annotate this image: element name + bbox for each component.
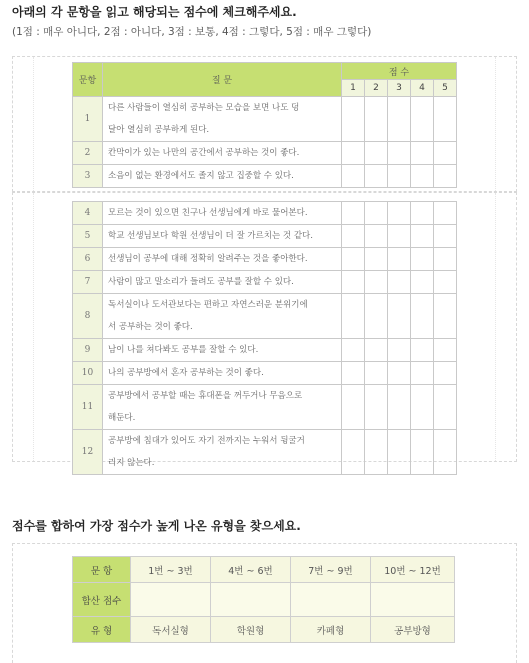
score-checkbox[interactable] — [388, 294, 411, 339]
score-checkbox[interactable] — [434, 430, 457, 475]
row-label-items: 문 항 — [73, 557, 131, 583]
score-checkbox[interactable] — [388, 97, 411, 142]
score-checkbox[interactable] — [411, 430, 434, 475]
question-text: 남이 나를 쳐다봐도 공부를 잘할 수 있다. — [103, 339, 342, 362]
table-row — [73, 142, 457, 165]
score-checkbox[interactable] — [365, 97, 388, 142]
score-checkbox[interactable] — [434, 225, 457, 248]
score-checkbox[interactable] — [411, 165, 434, 188]
score-column-2: 2 — [365, 80, 388, 97]
question-text: 칸막이가 있는 나만의 공간에서 공부하는 것이 좋다. — [103, 142, 342, 165]
question-number: 12 — [73, 430, 103, 475]
score-checkbox[interactable] — [388, 202, 411, 225]
score-checkbox[interactable] — [365, 142, 388, 165]
score-checkbox[interactable] — [388, 248, 411, 271]
question-number: 6 — [73, 248, 103, 271]
table-row — [73, 225, 457, 248]
score-checkbox[interactable] — [365, 430, 388, 475]
score-checkbox[interactable] — [342, 294, 365, 339]
question-number: 2 — [73, 142, 103, 165]
score-checkbox[interactable] — [411, 294, 434, 339]
total-score-input[interactable] — [131, 583, 211, 617]
score-checkbox[interactable] — [411, 142, 434, 165]
total-score-input[interactable] — [211, 583, 291, 617]
question-number: 7 — [73, 271, 103, 294]
score-checkbox[interactable] — [434, 142, 457, 165]
score-checkbox[interactable] — [365, 202, 388, 225]
score-checkbox[interactable] — [365, 271, 388, 294]
range-cell: 1번 ~ 3번 — [131, 557, 211, 583]
result-section-title: 점수를 합하여 가장 점수가 높게 나온 유형을 찾으세요. — [12, 519, 301, 533]
score-checkbox[interactable] — [342, 385, 365, 430]
type-cell: 독서실형 — [131, 617, 211, 643]
question-text: 나의 공부방에서 혼자 공부하는 것이 좋다. — [103, 362, 342, 385]
score-checkbox[interactable] — [342, 202, 365, 225]
score-checkbox[interactable] — [388, 430, 411, 475]
score-checkbox[interactable] — [365, 339, 388, 362]
instruction-title: 아래의 각 문항을 읽고 해당되는 점수에 체크해주세요. — [12, 5, 297, 19]
score-checkbox[interactable] — [342, 430, 365, 475]
score-checkbox[interactable] — [388, 362, 411, 385]
header-score: 점 수 — [342, 63, 457, 80]
score-checkbox[interactable] — [411, 97, 434, 142]
header-question: 질 문 — [103, 63, 342, 97]
score-checkbox[interactable] — [434, 248, 457, 271]
question-number: 4 — [73, 202, 103, 225]
question-text: 독서실이나 도서관보다는 편하고 자연스러운 분위기에 서 공부하는 것이 좋다. — [103, 294, 342, 339]
question-number: 8 — [73, 294, 103, 339]
question-number: 1 — [73, 97, 103, 142]
score-checkbox[interactable] — [434, 339, 457, 362]
score-checkbox[interactable] — [365, 362, 388, 385]
question-text: 공부방에서 공부할 때는 휴대폰을 꺼두거나 무음으로 해둔다. — [103, 385, 342, 430]
score-checkbox[interactable] — [342, 248, 365, 271]
score-checkbox[interactable] — [434, 362, 457, 385]
score-checkbox[interactable] — [388, 225, 411, 248]
score-checkbox[interactable] — [411, 248, 434, 271]
score-column-1: 1 — [342, 80, 365, 97]
score-checkbox[interactable] — [342, 165, 365, 188]
score-checkbox[interactable] — [434, 294, 457, 339]
table-row — [73, 430, 457, 475]
table-row — [73, 362, 457, 385]
score-checkbox[interactable] — [388, 385, 411, 430]
table-row — [73, 97, 457, 142]
table-row — [73, 339, 457, 362]
score-checkbox[interactable] — [365, 165, 388, 188]
score-column-4: 4 — [411, 80, 434, 97]
score-column-3: 3 — [388, 80, 411, 97]
question-text: 선생님이 공부에 대해 정확히 알려주는 것을 좋아한다. — [103, 248, 342, 271]
score-checkbox[interactable] — [342, 271, 365, 294]
score-checkbox[interactable] — [411, 385, 434, 430]
table-row — [73, 165, 457, 188]
type-cell: 공부방형 — [371, 617, 455, 643]
score-checkbox[interactable] — [411, 339, 434, 362]
table-row — [73, 202, 457, 225]
row-label-total-score: 합산 점수 — [73, 583, 131, 617]
question-text: 모르는 것이 있으면 친구나 선생님에게 바로 물어본다. — [103, 202, 342, 225]
table-row — [73, 248, 457, 271]
question-number: 9 — [73, 339, 103, 362]
score-checkbox[interactable] — [388, 165, 411, 188]
score-checkbox[interactable] — [388, 339, 411, 362]
question-number: 5 — [73, 225, 103, 248]
table-row — [73, 271, 457, 294]
question-text: 소음이 없는 환경에서도 졸지 않고 집중할 수 있다. — [103, 165, 342, 188]
score-scale-legend: (1점 : 매우 아니다, 2점 : 아니다, 3점 : 보통, 4점 : 그렇다, 5점 : 매우 그렇다) — [12, 26, 372, 38]
score-checkbox[interactable] — [434, 385, 457, 430]
question-number: 3 — [73, 165, 103, 188]
question-text: 다른 사람들이 열심히 공부하는 모습을 보면 나도 덩 달아 열심히 공부하게 된다. — [103, 97, 342, 142]
header-question-number: 문항 — [73, 63, 103, 97]
score-checkbox[interactable] — [434, 165, 457, 188]
question-text: 학교 선생님보다 학원 선생님이 더 잘 가르치는 것 같다. — [103, 225, 342, 248]
score-checkbox[interactable] — [365, 385, 388, 430]
survey-table-part1 — [72, 62, 457, 188]
range-cell: 7번 ~ 9번 — [291, 557, 371, 583]
score-checkbox[interactable] — [342, 97, 365, 142]
row-label-type: 유 형 — [73, 617, 131, 643]
type-result-table — [72, 556, 455, 643]
score-column-5: 5 — [434, 80, 457, 97]
question-text: 공부방에 침대가 있어도 자기 전까지는 누워서 뒹굴거 리지 않는다. — [103, 430, 342, 475]
question-number: 11 — [73, 385, 103, 430]
table-row — [73, 385, 457, 430]
type-cell: 학원형 — [211, 617, 291, 643]
score-checkbox[interactable] — [365, 248, 388, 271]
score-checkbox[interactable] — [434, 202, 457, 225]
score-checkbox[interactable] — [411, 225, 434, 248]
question-text: 사람이 많고 말소리가 들려도 공부를 잘할 수 있다. — [103, 271, 342, 294]
score-checkbox[interactable] — [411, 362, 434, 385]
score-checkbox[interactable] — [365, 294, 388, 339]
score-checkbox[interactable] — [411, 271, 434, 294]
score-checkbox[interactable] — [342, 225, 365, 248]
question-number: 10 — [73, 362, 103, 385]
score-checkbox[interactable] — [365, 225, 388, 248]
score-checkbox[interactable] — [342, 339, 365, 362]
score-checkbox[interactable] — [342, 362, 365, 385]
score-checkbox[interactable] — [434, 271, 457, 294]
range-cell: 10번 ~ 12번 — [371, 557, 455, 583]
score-checkbox[interactable] — [388, 271, 411, 294]
range-cell: 4번 ~ 6번 — [211, 557, 291, 583]
total-score-input[interactable] — [291, 583, 371, 617]
score-checkbox[interactable] — [434, 97, 457, 142]
survey-table-part2 — [72, 201, 457, 475]
table-row — [73, 294, 457, 339]
total-score-input[interactable] — [371, 583, 455, 617]
score-checkbox[interactable] — [388, 142, 411, 165]
score-checkbox[interactable] — [411, 202, 434, 225]
type-cell: 카페형 — [291, 617, 371, 643]
score-checkbox[interactable] — [342, 142, 365, 165]
